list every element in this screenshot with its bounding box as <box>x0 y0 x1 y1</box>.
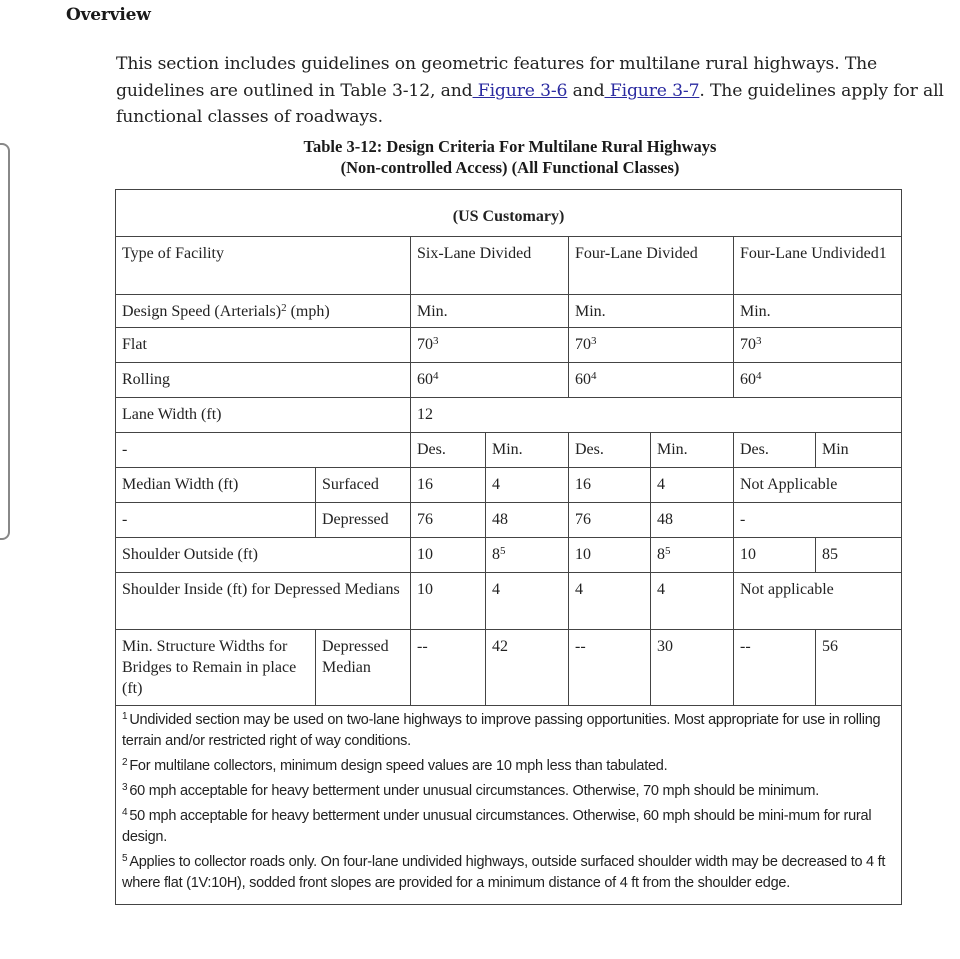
row-label: Min. Structure Widths for Bridges to Remain in place (ft) <box>116 630 316 706</box>
design-criteria-table <box>115 189 902 905</box>
footnote <box>122 806 895 848</box>
row-sublabel: Surfaced <box>316 468 411 503</box>
row-label: Flat <box>116 328 411 363</box>
value: 8 <box>492 546 500 563</box>
intro-text: This section includes guidelines on geometric features for multilane rural highways. The guidelines are outlined in Table 3-12, and <box>116 54 878 101</box>
footnote-ref: 2 <box>281 302 287 314</box>
units-header: (US Customary) <box>116 190 902 237</box>
footnote-number: 3 <box>122 782 128 793</box>
footnote-ref: 5 <box>500 545 506 557</box>
cell: 48 <box>486 503 569 538</box>
value: 60 <box>417 371 433 388</box>
footnote <box>122 756 895 777</box>
cell: Des. <box>734 433 816 468</box>
facility-four-lane-undivided: Four-Lane Undivided1 <box>734 237 902 295</box>
footnote-ref: 3 <box>433 335 439 347</box>
label-text: Design Speed (Arterials) <box>122 303 282 320</box>
cell: Des. <box>569 433 651 468</box>
cell: Not applicable <box>734 573 902 630</box>
cell <box>411 363 569 398</box>
value: 10 <box>417 546 433 563</box>
cell: Min. <box>734 295 902 328</box>
cell <box>734 328 902 363</box>
footnote-ref: 4 <box>591 370 597 382</box>
cell: 16 <box>411 468 486 503</box>
figure-3-6-link[interactable]: Figure 3-6 <box>472 80 568 101</box>
side-panel-bracket <box>0 143 10 540</box>
table-row <box>116 398 902 433</box>
cell: Des. <box>411 433 486 468</box>
cell: Not Applicable <box>734 468 902 503</box>
cell: Min. <box>486 433 569 468</box>
row-label: - <box>116 503 316 538</box>
row-label: Shoulder Outside (ft) <box>116 538 411 573</box>
cell <box>734 363 902 398</box>
row-label: Median Width (ft) <box>116 468 316 503</box>
value: 8 <box>657 546 665 563</box>
footnote <box>122 781 895 802</box>
cell: 4 <box>569 573 651 630</box>
footnote-text: 60 mph acceptable for heavy betterment under unusual circumstances. Otherwise, 70 mph should be minimum. <box>129 783 820 799</box>
footnote-number: 2 <box>122 757 128 768</box>
facility-label: Type of Facility <box>116 237 411 295</box>
footnote-text: Applies to collector roads only. On four-lane undivided highways, outside surfaced shoulder width may be decreased to 4 ft where flat (1V:10H), sodded front slopes are provided for a minimum distance of 4 ft from the shoulder edge. <box>122 854 886 891</box>
footnote-text: For multilane collectors, minimum design speed values are 10 mph less than tabulated. <box>129 758 668 774</box>
cell: Min. <box>569 295 734 328</box>
cell: -- <box>569 630 651 706</box>
intro-text: . The guidelines apply for all functional classes of roadways. <box>116 80 944 127</box>
table-row <box>116 468 902 503</box>
cell: 76 <box>569 503 651 538</box>
cell: - <box>734 503 902 538</box>
cell: 42 <box>486 630 569 706</box>
cell <box>569 363 734 398</box>
table-row <box>116 433 902 468</box>
footnote-number: 5 <box>122 853 128 864</box>
cell <box>816 538 902 573</box>
value: 85 <box>822 546 838 563</box>
footnote-ref: 4 <box>433 370 439 382</box>
cell <box>651 538 734 573</box>
table-row <box>116 706 902 905</box>
cell: 12 <box>411 398 902 433</box>
cell: Min. <box>651 433 734 468</box>
table-row <box>116 237 902 295</box>
table-row <box>116 538 902 573</box>
row-sublabel: Depressed Median <box>316 630 411 706</box>
table-row <box>116 328 902 363</box>
cell: -- <box>734 630 816 706</box>
intro-text: and <box>567 80 605 101</box>
row-label: - <box>116 433 411 468</box>
cell: 4 <box>486 468 569 503</box>
row-label: Lane Width (ft) <box>116 398 411 433</box>
table-row <box>116 363 902 398</box>
cell: -- <box>411 630 486 706</box>
footnote-ref: 3 <box>756 335 762 347</box>
value: 70 <box>575 336 591 353</box>
row-label: Rolling <box>116 363 411 398</box>
label-text: (mph) <box>286 303 330 320</box>
footnote-ref: 4 <box>756 370 762 382</box>
cell <box>486 538 569 573</box>
table-row <box>116 295 902 328</box>
cell <box>411 328 569 363</box>
table-row <box>116 573 902 630</box>
cell: 48 <box>651 503 734 538</box>
value: 60 <box>575 371 591 388</box>
cell: 4 <box>651 468 734 503</box>
table-caption <box>180 136 840 178</box>
section-heading: Overview <box>66 5 151 25</box>
value: 60 <box>740 371 756 388</box>
cell <box>569 328 734 363</box>
cell: 4 <box>486 573 569 630</box>
facility-four-lane-divided: Four-Lane Divided <box>569 237 734 295</box>
footnotes-cell <box>116 706 902 905</box>
table-row <box>116 190 902 237</box>
value: 10 <box>575 546 591 563</box>
cell <box>569 538 651 573</box>
figure-3-7-link[interactable]: Figure 3-7 <box>604 80 700 101</box>
cell: 30 <box>651 630 734 706</box>
cell: 4 <box>651 573 734 630</box>
intro-paragraph <box>116 51 956 131</box>
footnote <box>122 852 895 894</box>
footnote-number: 4 <box>122 807 128 818</box>
cell: 56 <box>816 630 902 706</box>
table-row <box>116 503 902 538</box>
caption-line: (Non-controlled Access) (All Functional Classes) <box>340 158 680 177</box>
caption-line: Table 3-12: Design Criteria For Multilane Rural Highways <box>303 137 717 156</box>
row-label: Shoulder Inside (ft) for Depressed Medians <box>116 573 411 630</box>
cell: 76 <box>411 503 486 538</box>
footnote-ref: 5 <box>665 545 671 557</box>
footnote-ref: 3 <box>591 335 597 347</box>
design-speed-label <box>116 295 411 328</box>
cell: Min. <box>411 295 569 328</box>
footnote-text: Undivided section may be used on two-lane highways to improve passing opportunities. Most appropriate for use in rolling terrain and/or restricted right of way conditions. <box>122 712 881 749</box>
footnote-text: 50 mph acceptable for heavy betterment under unusual circumstances. Otherwise, 60 mph should be mini-mum for rural design. <box>122 808 872 845</box>
cell: Min <box>816 433 902 468</box>
cell <box>734 538 816 573</box>
value: 10 <box>740 546 756 563</box>
value: 70 <box>740 336 756 353</box>
footnote <box>122 710 895 752</box>
cell: 16 <box>569 468 651 503</box>
cell: 10 <box>411 573 486 630</box>
facility-six-lane-divided: Six-Lane Divided <box>411 237 569 295</box>
value: 70 <box>417 336 433 353</box>
row-sublabel: Depressed <box>316 503 411 538</box>
cell <box>411 538 486 573</box>
table-row <box>116 630 902 706</box>
footnote-number: 1 <box>122 711 128 722</box>
